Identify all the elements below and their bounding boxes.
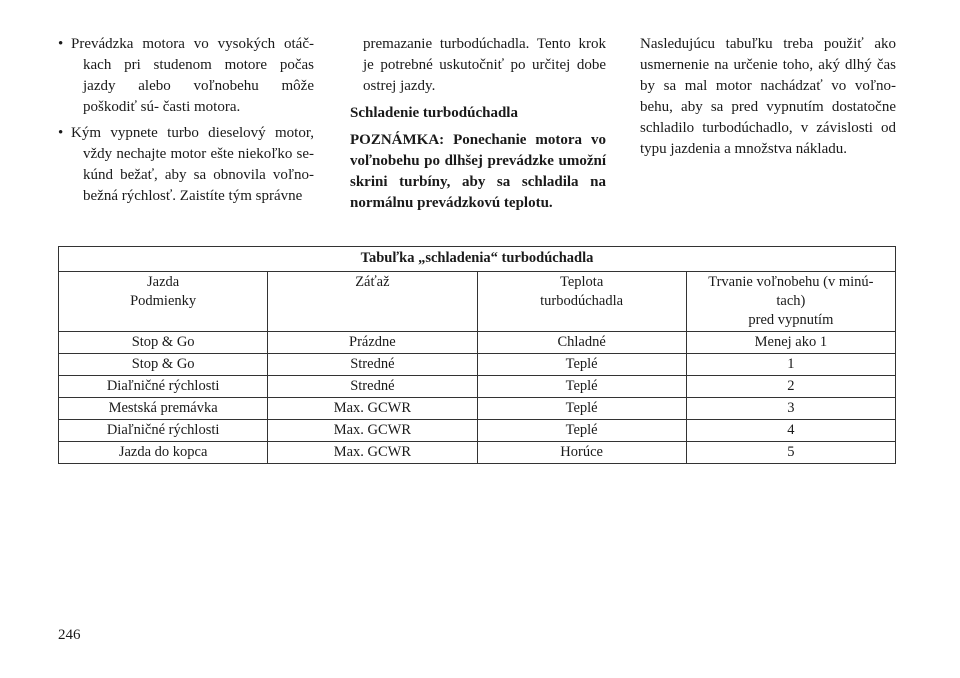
bullet-text: Prevádzka motora vo vysokých otáč- kach pri studenom motore počas jazdy alebo voľnobehu môže poškodiť sú- časti motora. bbox=[71, 36, 314, 115]
table-cell: Teplé bbox=[477, 420, 686, 442]
text-column-right bbox=[640, 34, 896, 160]
header-cell-temperature bbox=[477, 272, 686, 332]
table-cell: Stredné bbox=[268, 354, 477, 376]
header-line: Trvanie voľnobehu (v minú- bbox=[708, 274, 874, 290]
intro-paragraph: Nasledujúcu tabuľku treba použiť ako usmernenie na určenie toho, aký dlhý čas by sa mal motor nachádzať vo voľno- behu, aby sa pred vypnutím dostatočne schladilo turbodúchadlo, v závislosti od typu jazdenia a množstva nákladu. bbox=[640, 36, 896, 157]
table-cell: 5 bbox=[686, 442, 895, 464]
header-line: Záťaž bbox=[355, 274, 390, 290]
table-cell: 4 bbox=[686, 420, 895, 442]
table-row bbox=[59, 442, 896, 464]
page-number: 246 bbox=[58, 627, 81, 643]
table-row bbox=[59, 420, 896, 442]
bullet-marker: • bbox=[58, 125, 64, 141]
bullet-text: Kým vypnete turbo dieselový motor, vždy nechajte motor ešte niekoľko se- kúnd bežať, aby sa obnovila voľno- bežná rýchlosť. Zaistíte tým správne bbox=[71, 125, 314, 204]
text-column-left bbox=[58, 34, 314, 212]
table-cell: Diaľničné rýchlosti bbox=[59, 420, 268, 442]
text-column-middle bbox=[350, 34, 606, 214]
table-cell: Teplé bbox=[477, 376, 686, 398]
table-cell: Max. GCWR bbox=[268, 420, 477, 442]
cooldown-table bbox=[58, 246, 896, 464]
header-line: Jazda bbox=[147, 274, 180, 290]
table-cell: Stredné bbox=[268, 376, 477, 398]
table-cell: Chladné bbox=[477, 332, 686, 354]
header-cell-driving bbox=[59, 272, 268, 332]
table-cell: Stop & Go bbox=[59, 354, 268, 376]
table-row bbox=[59, 398, 896, 420]
table-cell: Horúce bbox=[477, 442, 686, 464]
bullet-marker: • bbox=[58, 36, 64, 52]
header-line: turbodúchadla bbox=[540, 293, 624, 309]
table-cell: Stop & Go bbox=[59, 332, 268, 354]
table-cell: Jazda do kopca bbox=[59, 442, 268, 464]
header-cell-idle-time bbox=[686, 272, 895, 332]
table-cell: 2 bbox=[686, 376, 895, 398]
table-cell: Diaľničné rýchlosti bbox=[59, 376, 268, 398]
bullet-item bbox=[58, 34, 314, 118]
table-header-row bbox=[59, 272, 896, 332]
bullet-item bbox=[58, 123, 314, 207]
header-cell-load bbox=[268, 272, 477, 332]
header-line: Podmienky bbox=[130, 293, 197, 309]
section-heading: Schladenie turbodúchadla bbox=[350, 105, 518, 121]
table-title: Tabuľka „schladenia“ turbodúchadla bbox=[59, 247, 896, 272]
header-line: pred vypnutím bbox=[748, 312, 834, 328]
table-cell: Max. GCWR bbox=[268, 398, 477, 420]
table-cell: Teplé bbox=[477, 354, 686, 376]
table-row bbox=[59, 376, 896, 398]
header-line: Teplota bbox=[559, 274, 604, 290]
table-row bbox=[59, 332, 896, 354]
table-cell: Menej ako 1 bbox=[686, 332, 895, 354]
table-cell: 3 bbox=[686, 398, 895, 420]
header-line: tach) bbox=[776, 293, 806, 309]
note-text: POZNÁMKA: Ponechanie motora vo voľnobehu po dlhšej prevádzke umožní skrini turbíny, aby sa schladila na normálnu prevádzkovú teplotu. bbox=[350, 132, 606, 211]
table-cell: 1 bbox=[686, 354, 895, 376]
table-cell: Mestská premávka bbox=[59, 398, 268, 420]
table-cell: Max. GCWR bbox=[268, 442, 477, 464]
table-cell: Prázdne bbox=[268, 332, 477, 354]
continuation-text: premazanie turbodúchadla. Tento krok je potrebné uskutočniť po určitej dobe ostrej jazdy. bbox=[363, 36, 606, 94]
table-row bbox=[59, 354, 896, 376]
table-cell: Teplé bbox=[477, 398, 686, 420]
